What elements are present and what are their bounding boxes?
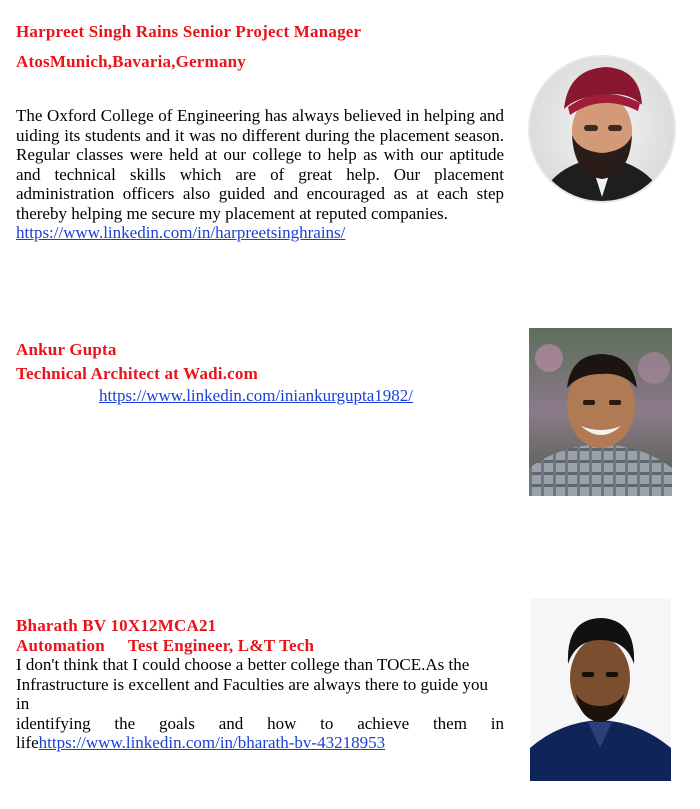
testimonial-2-name: Ankur Gupta [16, 340, 117, 359]
testimonial-3-word: to [320, 713, 334, 733]
testimonial-3-role [16, 636, 314, 656]
testimonial-1-heading: Harpreet Singh Rains Senior Project Manager [16, 22, 362, 41]
testimonial-3-word: achieve [357, 713, 410, 733]
testimonial-3-line-4 [16, 733, 504, 753]
testimonial-3-photo [530, 598, 671, 781]
testimonial-3-line-3 [16, 714, 504, 734]
testimonial-3-name: Bharath BV 10X12MCA21 [16, 616, 217, 635]
testimonial-3-word: how [267, 713, 297, 733]
testimonial-1-text [16, 106, 504, 243]
testimonial-2-role: Technical Architect at Wadi.com [16, 364, 258, 383]
testimonial-3-text [16, 655, 504, 753]
testimonial-3-line-2: Infrastructure is excellent and Faculties are always there to guide you in [16, 674, 489, 713]
testimonial-3-line-1: I don't think that I could choose a better college than TOCE.As the [16, 655, 470, 674]
testimonial-1-location: AtosMunich,Bavaria,Germany [16, 52, 246, 71]
testimonial-3-role-part-a: Automation [16, 636, 105, 655]
testimonial-3-role-part-b: Test Engineer, L&T Tech [127, 636, 315, 655]
testimonial-1-avatar [528, 47, 676, 207]
testimonial-3-word: in [490, 713, 504, 733]
testimonial-3-word: them [432, 713, 467, 733]
testimonial-3-word: identifying [16, 713, 91, 733]
testimonial-3-linkedin-link[interactable]: https://www.linkedin.com/in/bharath-bv-43218953 [38, 733, 386, 752]
testimonial-1-linkedin-link[interactable]: https://www.linkedin.com/in/harpreetsinghrains/ [16, 223, 346, 242]
testimonial-3-last-prefix: life [16, 733, 39, 752]
testimonial-1-quote: The Oxford College of Engineering has always believed in helping and uiding its students and it was no different during the placement season. Regular classes were held at our college to help as with our aptitude and technical skills which are of great help. Our placement administration officers also guided and encouraged as at each step thereby helping me secure my placement at reputed companies. [16, 106, 504, 223]
testimonial-3-word: goals [159, 713, 195, 733]
testimonial-2-photo [529, 328, 672, 496]
testimonial-3-word: and [218, 713, 244, 733]
testimonial-2-linkedin-link[interactable]: https://www.linkedin.com/iniankurgupta1982/ [99, 386, 414, 405]
testimonial-3-word: the [114, 713, 136, 733]
